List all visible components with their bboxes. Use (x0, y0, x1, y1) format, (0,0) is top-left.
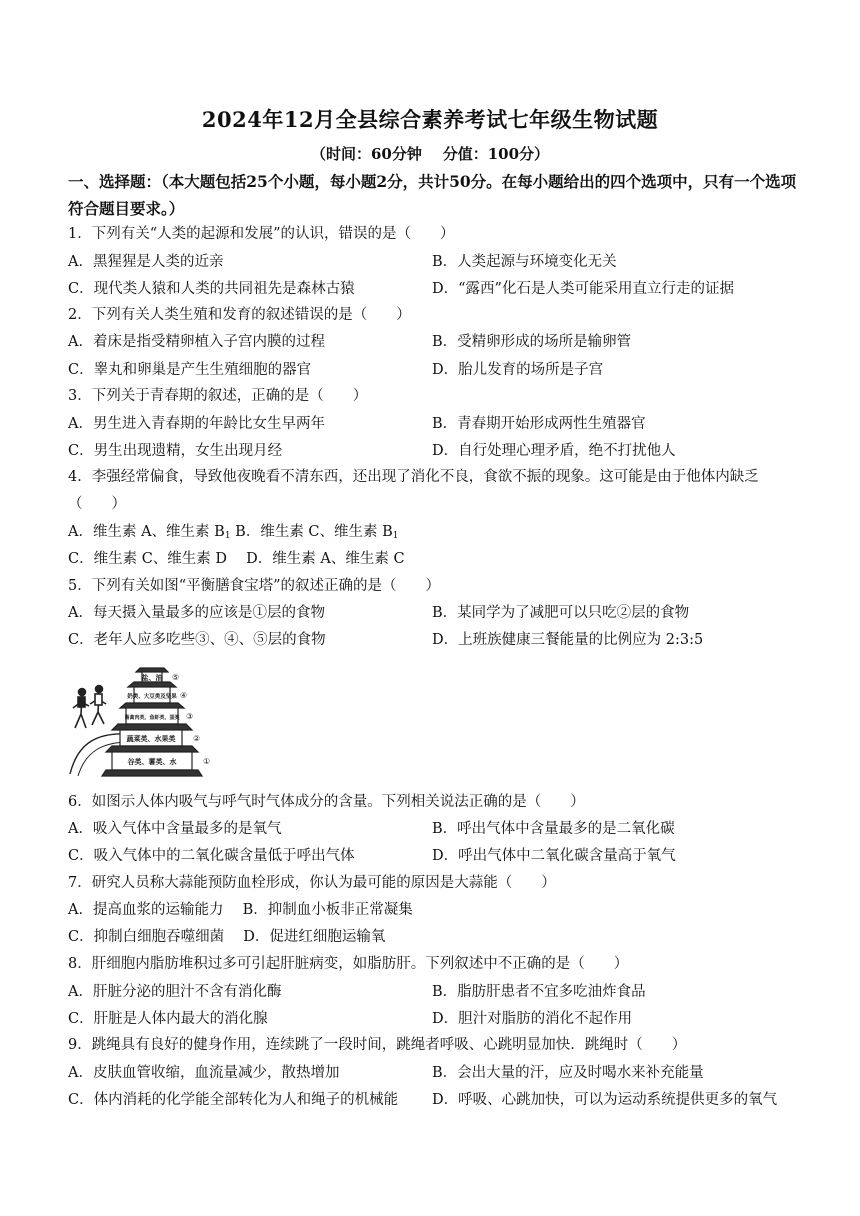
question-5-option-b[interactable]: B．某同学为了减肥可以只吃②层的食物 (432, 605, 690, 621)
question-1-option-d[interactable]: D．“露西”化石是人类可能采用直立行走的证据 (432, 281, 734, 297)
pagoda-level-5-label: 盐、油 (141, 674, 163, 682)
question-6-option-b[interactable]: B．呼出气体中含量最多的是二氧化碳 (432, 821, 675, 837)
question-7-options-ab[interactable]: A．提高血浆的运输能力 B．抑制血小板非正常凝集 (68, 902, 413, 918)
section-heading: 一、选择题：（本大题包括25个小题，每小题2分，共计50分。在每小题给出的四个选项中，只有一个选项符合题目要求。） (68, 172, 797, 218)
question-8-option-a[interactable]: A．肝脏分泌的胆汁不含有消化酶 (68, 984, 282, 1000)
pagoda-mark-2: ② (193, 734, 201, 743)
question-8-stem: 8．肝细胞内脂肪堆积过多可引起肝脏病变，如脂肪肝。下列叙述中不正确的是（ ） (68, 956, 629, 972)
question-8-option-b[interactable]: B．脂肪肝患者不宜多吃油炸食品 (432, 984, 646, 1000)
question-5-stem: 5．下列有关如图“平衡膳食宝塔”的叙述正确的是（ ） (68, 578, 441, 594)
exam-subtitle: （时间：60分钟 分值：100分） (310, 145, 550, 163)
question-9-option-b[interactable]: B．会出大量的汗，应及时喝水来补充能量 (432, 1065, 704, 1081)
question-2-stem: 2．下列有关人类生殖和发育的叙述错误的是（ ） (68, 307, 411, 323)
question-4-options-ab[interactable] (68, 522, 399, 546)
question-2-option-a[interactable]: A．着床是指受精卵植入子宫内膜的过程 (68, 334, 325, 350)
question-9-stem: 9．跳绳具有良好的健身作用，连续跳了一段时间，跳绳者呼吸、心跳明显加快．跳绳时（ ） (68, 1037, 687, 1053)
question-4-option-a[interactable]: A．维生素 A、维生素 B (68, 524, 225, 540)
question-2-option-b[interactable]: B．受精卵形成的场所是输卵管 (432, 334, 632, 350)
question-5-option-c[interactable]: C．老年人应多吃些③、④、⑤层的食物 (68, 632, 326, 648)
question-8-option-d[interactable]: D．胆汁对脂肪的消化不起作用 (432, 1011, 633, 1027)
question-2-option-d[interactable]: D．胎儿发育的场所是子宫 (432, 362, 604, 378)
pagoda-mark-4: ④ (180, 691, 188, 700)
question-7-stem: 7．研究人员称大蒜能预防血栓形成，你认为最可能的原因是大蒜能（ ） (68, 875, 556, 891)
question-9-option-c[interactable]: C．体内消耗的化学能全部转化为人和绳子的机械能 (68, 1092, 399, 1108)
pagoda-level-4-label: 奶类、大豆类及坚果 (127, 694, 177, 700)
question-9-option-d[interactable]: D．呼吸、心跳加快，可以为运动系统提供更多的氧气 (432, 1092, 778, 1108)
question-7-options-cd[interactable]: C．抑制白细胞吞噬细菌 D．促进红细胞运输氧 (68, 929, 386, 945)
question-2-option-c[interactable]: C．睾丸和卵巢是产生生殖细胞的器官 (68, 362, 312, 378)
question-6-option-c[interactable]: C．吸入气体中的二氧化碳含量低于呼出气体 (68, 848, 355, 864)
runner-figures (73, 686, 106, 729)
question-6-option-a[interactable]: A．吸入气体中含量最多的是氧气 (68, 821, 282, 837)
question-1-option-a[interactable]: A．黑猩猩是人类的近亲 (68, 254, 224, 270)
question-4-option-b[interactable]: B．维生素 C、维生素 B (230, 524, 393, 540)
food-pagoda-figure (68, 662, 226, 778)
question-3-option-b[interactable]: B．青春期开始形成两性生殖器官 (432, 416, 646, 432)
question-9-option-a[interactable]: A．皮肤血管收缩，血流量减少，散热增加 (68, 1065, 340, 1081)
question-1-option-b[interactable]: B．人类起源与环境变化无关 (432, 254, 617, 270)
question-1-stem: 1．下列有关“人类的起源和发展”的认识，错误的是（ ） (68, 226, 455, 242)
question-5-option-a[interactable]: A．每天摄入量最多的应该是①层的食物 (68, 605, 325, 621)
question-4-options-cd[interactable]: C．维生素 C、维生素 D D．维生素 A、维生素 C (68, 551, 405, 567)
question-1-option-c[interactable]: C．现代类人猿和人类的共同祖先是森林古猿 (68, 281, 355, 297)
pagoda-level-2-label: 蔬菜类、水果类 (126, 735, 176, 743)
pagoda-mark-1: ① (203, 757, 211, 766)
pagoda-mark-5: ⑤ (172, 673, 180, 682)
subscript-1: 1 (224, 531, 231, 541)
question-6-stem: 6．如图示人体内吸气与呼气时气体成分的含量。下列相关说法正确的是（ ） (68, 794, 585, 810)
question-8-option-c[interactable]: C．肝脏是人体内最大的消化腺 (68, 1011, 268, 1027)
pagoda-mark-3: ③ (186, 712, 194, 721)
pagoda-level-3-label: 畜禽肉类、鱼虾类、蛋类 (124, 715, 180, 721)
pagoda-level-1-label: 谷类、薯类、水 (127, 758, 177, 766)
question-3-option-c[interactable]: C．男生出现遗精，女生出现月经 (68, 443, 283, 459)
question-6-option-d[interactable]: D．呼出气体中二氧化碳含量高于氧气 (432, 848, 676, 864)
question-3-stem: 3．下列关于青春期的叙述，正确的是（ ） (68, 388, 368, 404)
question-4-stem: 4．李强经常偏食，导致他夜晚看不清东西，还出现了消化不良，食欲不振的现象。这可能是由于他体内缺乏（ ） (68, 469, 759, 512)
subscript-1: 1 (392, 531, 399, 541)
question-5-option-d[interactable]: D．上班族健康三餐能量的比例应为 2:3:5 (432, 632, 704, 648)
question-3-option-d[interactable]: D．自行处理心理矛盾，绝不打扰他人 (432, 443, 676, 459)
exam-title: 2024年12月全县综合素养考试七年级生物试题 (201, 107, 659, 132)
question-3-option-a[interactable]: A．男生进入青春期的年龄比女生早两年 (68, 416, 325, 432)
